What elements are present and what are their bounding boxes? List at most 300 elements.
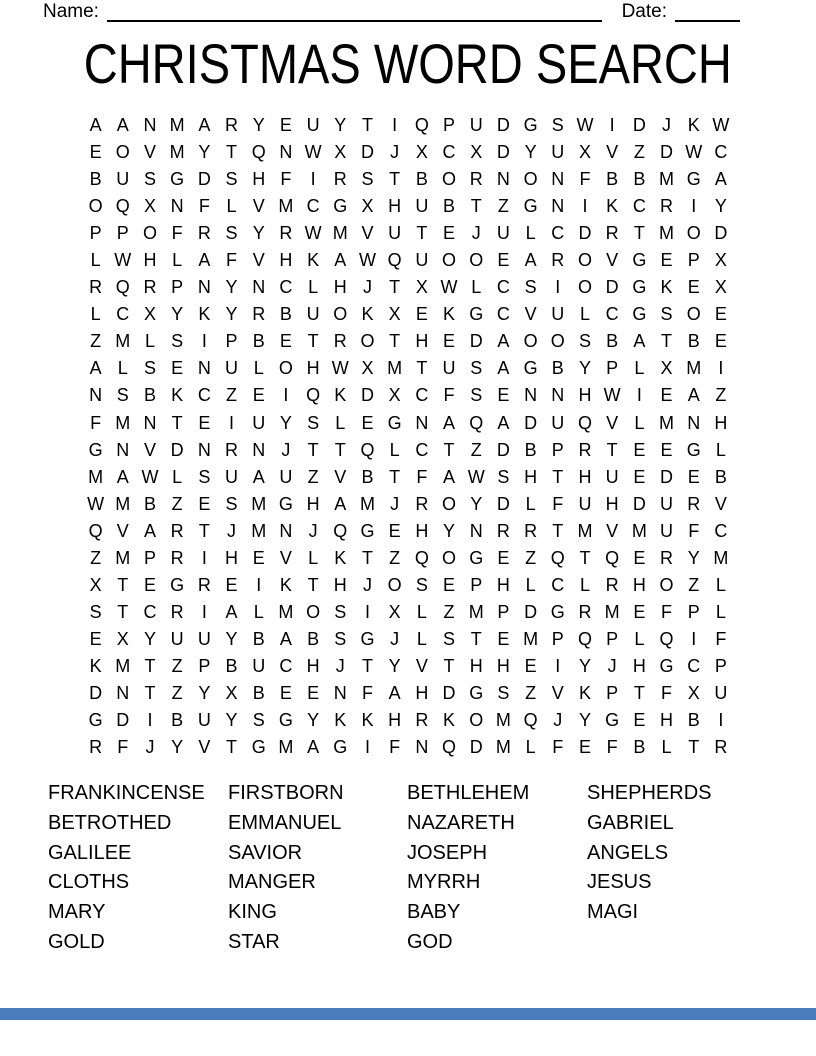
grid-letter: P [225,331,238,352]
grid-letter: X [361,196,374,217]
grid-letter: A [198,115,211,135]
grid-letter: H [333,574,347,595]
grid-letter: T [389,466,401,487]
grid-letter: F [117,737,129,758]
grid-letter: M [686,358,702,379]
word-item: BABY [407,901,461,924]
grid-letter: B [551,358,564,379]
grid-letter: Y [578,710,591,731]
grid-letter: E [89,142,102,163]
grid-letter: L [579,574,590,595]
grid-letter: M [631,520,647,541]
grid-letter: C [605,304,619,325]
grid-letter: G [170,574,185,595]
grid-letter: Y [470,493,483,514]
grid-letter: M [251,493,267,514]
grid-letter: R [415,710,429,731]
grid-letter: D [496,439,510,460]
grid-letter: G [632,304,647,325]
grid-letter: E [633,466,646,487]
grid-letter: U [116,169,130,190]
word-list-column [228,779,407,958]
grid-letter: J [281,439,291,460]
grid-letter: Q [577,628,592,649]
grid-letter: S [334,628,347,649]
grid-letter: T [470,628,482,649]
grid-letter: P [470,574,483,595]
grid-letter: W [141,466,159,487]
grid-letter: K [334,710,347,731]
grid-letter: T [389,331,401,352]
grid-letter: M [332,223,348,244]
grid-letter: S [116,385,129,406]
word-item: JOSEPH [407,841,488,864]
grid-letter: M [659,412,675,433]
grid-letter: M [577,520,593,541]
grid-letter: P [606,682,619,703]
grid-letter: Z [90,331,102,352]
grid-letter: F [579,169,591,190]
grid-letter: G [333,737,348,758]
grid-letter: A [334,493,347,514]
grid-letter: U [415,196,429,217]
grid-letter: Y [171,304,184,325]
grid-letter: G [170,169,185,190]
grid-letter: U [551,412,565,433]
grid-letter: L [525,574,536,595]
grid-letter: J [362,277,372,298]
grid-letter: V [714,493,727,514]
grid-letter: T [171,412,183,433]
page-title [0,32,816,95]
grid-letter: B [143,385,156,406]
grid-letter: R [170,547,184,568]
grid-letter: B [252,628,265,649]
grid-letter: G [550,601,565,622]
grid-letter: H [415,520,429,541]
grid-letter: V [252,196,265,217]
grid-letter: Q [659,628,674,649]
grid-letter: L [226,196,237,217]
grid-letter: O [360,331,375,352]
grid-letter: I [364,737,370,758]
grid-letter: G [686,439,701,460]
grid-letter: D [442,682,456,703]
grid-letter: Z [389,547,401,568]
grid-letter: G [278,710,293,731]
grid-letter: I [201,331,207,352]
grid-letter: T [606,439,618,460]
grid-letter: T [117,574,129,595]
grid-letter: L [253,358,264,379]
grid-letter: D [632,493,646,514]
grid-letter: M [495,737,511,758]
grid-letter: Y [252,223,265,244]
grid-letter: Y [198,142,211,163]
grid-letter: L [525,737,536,758]
grid-letter: I [201,547,207,568]
grid-letter: I [201,601,207,622]
grid-letter: F [552,493,564,514]
word-item: FIRSTBORN [228,782,344,804]
grid-letter: V [551,682,564,703]
grid-letter: X [415,277,428,298]
grid-letter: G [387,412,402,433]
grid-letter: P [606,628,619,649]
grid-letter: X [415,142,428,163]
grid-letter: L [525,223,536,244]
grid-letter: C [551,574,565,595]
grid-letter: B [171,710,184,731]
grid-letter: G [469,547,484,568]
grid-letter: T [688,737,700,758]
grid-letter: R [605,223,619,244]
grid-letter: X [714,277,727,298]
grid-letter: B [89,169,102,190]
grid-letter: A [334,250,347,271]
grid-letter: R [89,737,103,758]
grid-letter: A [443,412,456,433]
grid-letter: P [443,115,456,135]
grid-letter: J [227,520,237,541]
grid-letter: U [388,223,402,244]
grid-letter: L [90,250,101,271]
grid-letter: B [279,304,292,325]
grid-letter: D [469,737,483,758]
grid-letter: H [578,466,592,487]
word-item: BETROTHED [48,811,172,834]
word-item: GABRIEL [587,811,674,834]
grid-letter: L [416,628,427,649]
grid-letter: A [89,115,102,135]
grid-letter: W [712,115,730,135]
grid-letter: X [687,682,700,703]
grid-letter: Z [171,655,183,676]
grid-letter: N [197,277,211,298]
grid-letter: E [633,547,646,568]
grid-letter: L [634,412,645,433]
grid-letter: V [606,520,619,541]
grid-letter: M [115,547,131,568]
grid-letter: R [605,574,619,595]
grid-letter: R [89,277,103,298]
grid-letter: M [278,601,294,622]
grid-letter: S [443,628,456,649]
grid-letter: F [552,737,564,758]
grid-letter: R [660,196,674,217]
grid-letter: S [225,493,238,514]
grid-letter: E [388,520,401,541]
grid-letter: E [443,574,456,595]
word-item: SHEPHERDS [587,782,712,804]
grid-letter: X [89,574,102,595]
grid-letter: V [606,412,619,433]
grid-letter: S [225,169,238,190]
grid-letter: M [115,655,131,676]
grid-letter: D [496,142,510,163]
word-item: GOD [407,930,453,953]
grid-letter: B [714,466,727,487]
grid-letter: H [469,655,483,676]
grid-letter: G [523,358,538,379]
grid-letter: N [252,277,266,298]
grid-letter: O [278,358,293,379]
word-item: NAZARETH [407,811,515,834]
grid-letter: I [256,574,262,595]
grid-letter: H [306,493,320,514]
grid-letter: L [308,547,319,568]
grid-letter: K [660,277,673,298]
grid-letter: S [143,169,156,190]
grid-letter: X [714,250,727,271]
grid-letter: L [471,277,482,298]
grid-letter: Z [688,574,700,595]
grid-letter: A [307,737,320,758]
grid-letter: K [606,196,619,217]
grid-letter: X [334,142,347,163]
grid-letter: Q [88,520,103,541]
grid-letter: N [469,520,483,541]
grid-letter: F [606,737,618,758]
grid-letter: G [523,196,538,217]
grid-letter: Z [633,142,645,163]
grid-letter: X [388,304,401,325]
word-item: JESUS [587,871,652,894]
grid-letter: O [387,574,402,595]
grid-letter: I [555,655,561,676]
grid-letter: K [334,547,347,568]
grid-letter: U [279,466,293,487]
grid-letter: Y [225,710,238,731]
grid-letter: D [116,710,130,731]
grid-letter: R [170,601,184,622]
grid-letter: O [469,710,484,731]
grid-letter: P [497,601,510,622]
grid-letter: L [144,331,155,352]
grid-letter: G [251,737,266,758]
grid-letter: D [360,142,374,163]
grid-letter: C [632,196,646,217]
grid-letter: Z [171,493,183,514]
grid-letter: I [636,385,642,406]
grid-letter: T [470,196,482,217]
grid-letter: A [633,331,646,352]
grid-letter: T [389,169,401,190]
grid-letter: E [225,574,238,595]
grid-letter: F [416,466,428,487]
grid-letter: C [415,385,429,406]
grid-letter: T [416,358,428,379]
grid-letter: U [252,655,266,676]
grid-letter: S [307,412,320,433]
grid-letter: L [335,412,346,433]
grid-letter: E [443,223,456,244]
grid-letter: B [524,439,537,460]
grid-letter: D [170,439,184,460]
grid-letter: V [606,250,619,271]
grid-letter: N [333,682,347,703]
word-item: ANGELS [587,841,669,864]
grid-letter: L [715,439,726,460]
grid-letter: Q [306,385,321,406]
grid-letter: C [442,142,456,163]
grid-letter: S [497,682,510,703]
grid-letter: A [143,520,156,541]
date-blank-line [675,3,740,22]
grid-letter: V [198,737,211,758]
grid-letter: R [551,250,565,271]
grid-letter: K [171,385,184,406]
grid-letter: Z [226,385,238,406]
grid-letter: U [252,412,266,433]
grid-letter: S [551,115,564,135]
grid-letter: K [198,304,211,325]
grid-letter: C [415,439,429,460]
grid-letter: W [576,115,594,135]
grid-letter: N [143,412,157,433]
grid-letter: Y [687,547,700,568]
grid-letter: F [198,196,210,217]
grid-letter: X [578,142,591,163]
grid-letter: S [171,331,184,352]
grid-letter: T [361,547,373,568]
grid-letter: O [88,196,103,217]
grid-letter: B [606,331,619,352]
grid-letter: E [198,493,211,514]
grid-letter: U [660,520,674,541]
grid-letter: D [496,115,510,135]
grid-letter: Q [333,520,348,541]
grid-letter: S [497,466,510,487]
grid-letter: N [116,682,130,703]
grid-letter: V [415,655,428,676]
grid-letter: Q [523,710,538,731]
grid-letter: T [144,655,156,676]
grid-letter: N [524,385,538,406]
grid-letter: F [280,169,292,190]
grid-letter: J [390,628,400,649]
grid-letter: E [633,439,646,460]
grid-letter: B [606,169,619,190]
grid-letter: E [252,385,265,406]
letter-grid [82,112,735,761]
grid-letter: X [143,304,156,325]
grid-letter: M [115,493,131,514]
grid-letter: N [687,412,701,433]
word-item: CLOTHS [48,871,130,894]
grid-letter: E [633,601,646,622]
word-list-column [48,779,228,958]
grid-letter: O [577,250,592,271]
grid-letter: U [469,115,483,135]
word-item: MAGI [587,901,639,924]
grid-letter: W [603,385,621,406]
grid-letter: B [687,710,700,731]
grid-letter: H [714,412,728,433]
grid-letter: S [470,358,483,379]
grid-letter: H [388,710,402,731]
grid-letter: N [551,385,565,406]
grid-letter: I [555,277,561,298]
grid-letter: T [361,655,373,676]
grid-letter: S [524,277,537,298]
header-row [43,1,740,22]
grid-letter: X [361,358,374,379]
grid-letter: N [197,358,211,379]
grid-letter: B [687,331,700,352]
grid-letter: J [662,115,672,135]
grid-letter: H [225,547,239,568]
grid-letter: O [469,250,484,271]
grid-letter: I [718,358,724,379]
grid-letter: H [333,277,347,298]
grid-letter: D [360,385,374,406]
grid-letter: U [415,250,429,271]
grid-letter: E [89,628,102,649]
grid-letter: L [525,493,536,514]
grid-letter: U [551,142,565,163]
grid-letter: E [171,358,184,379]
grid-letter: W [685,142,703,163]
grid-letter: Z [715,385,727,406]
grid-letter: G [360,628,375,649]
grid-letter: G [659,655,674,676]
grid-letter: T [307,331,319,352]
grid-letter: Q [605,547,620,568]
grid-letter: X [225,682,238,703]
grid-letter: O [442,547,457,568]
grid-letter: Z [443,601,455,622]
grid-letter: T [579,547,591,568]
grid-letter: R [197,223,211,244]
grid-letter: Z [470,439,482,460]
grid-letter: U [660,493,674,514]
grid-letter: E [143,574,156,595]
grid-letter: I [283,385,289,406]
grid-letter: B [633,737,646,758]
grid-letter: X [388,601,401,622]
grid-letter: E [279,115,292,135]
grid-letter: E [415,304,428,325]
word-list-column [407,779,587,958]
grid-letter: J [553,710,563,731]
grid-letter: C [279,277,293,298]
grid-letter: O [550,331,565,352]
grid-letter: E [279,682,292,703]
grid-letter: S [415,574,428,595]
word-item: GALILEE [48,841,132,864]
grid-letter: J [471,223,481,244]
grid-letter: V [524,304,537,325]
word-list [48,779,757,958]
grid-letter: K [687,115,700,135]
grid-letter: V [606,142,619,163]
grid-letter: E [497,250,510,271]
grid-letter: N [551,169,565,190]
grid-letter: J [145,737,155,758]
grid-letter: U [197,710,211,731]
name-label: Name: [43,1,99,22]
grid-letter: S [660,304,673,325]
grid-letter: C [714,142,728,163]
grid-letter: L [661,737,672,758]
grid-letter: T [389,277,401,298]
grid-letter: Z [307,466,319,487]
grid-letter: Q [387,250,402,271]
grid-letter: R [170,520,184,541]
grid-letter: J [362,574,372,595]
grid-letter: W [304,142,322,163]
